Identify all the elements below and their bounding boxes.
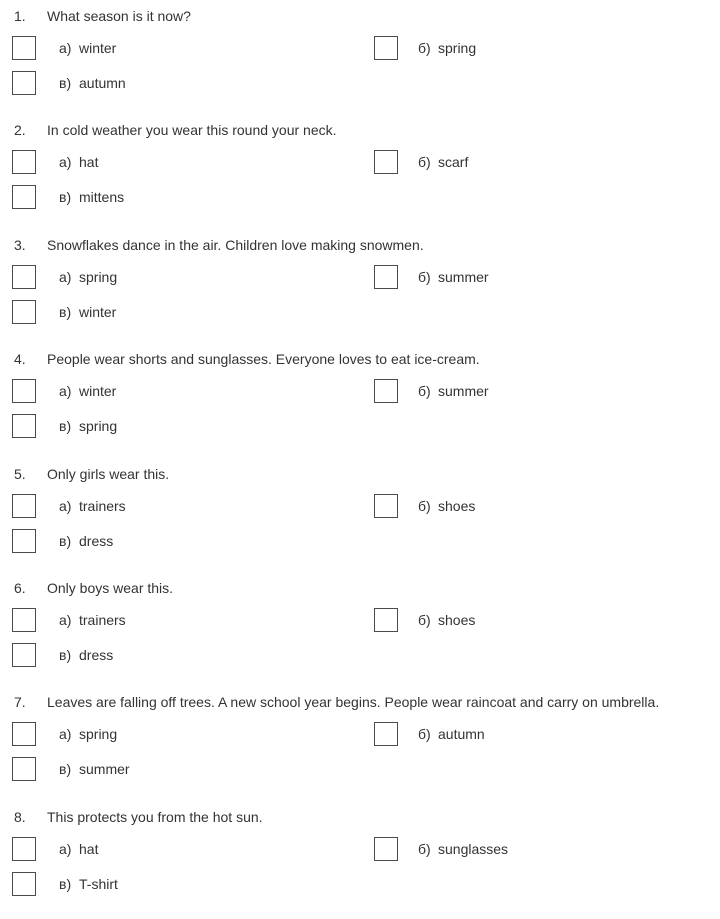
- option-checkbox[interactable]: [12, 757, 36, 781]
- question-text: Leaves are falling off trees. A new school year begins. People wear raincoat and carry on umbrella.: [47, 694, 660, 710]
- option-b[interactable]: [374, 150, 674, 176]
- option-letter: б): [418, 383, 431, 399]
- option-label: autumn: [438, 726, 485, 742]
- question-number: 3.: [14, 237, 26, 253]
- option-letter: б): [418, 498, 431, 514]
- option-a[interactable]: [12, 379, 312, 405]
- option-a[interactable]: [12, 265, 312, 291]
- option-letter: б): [418, 154, 431, 170]
- option-letter: а): [59, 40, 72, 56]
- option-label: spring: [79, 726, 118, 742]
- option-letter: а): [59, 841, 72, 857]
- question-text: People wear shorts and sunglasses. Everyone loves to eat ice-cream.: [47, 351, 480, 367]
- question-5: [0, 462, 720, 572]
- option-checkbox[interactable]: [12, 872, 36, 896]
- option-label: shoes: [438, 612, 476, 628]
- option-checkbox[interactable]: [12, 608, 36, 632]
- question-number: 7.: [14, 694, 26, 710]
- option-checkbox[interactable]: [12, 185, 36, 209]
- option-checkbox[interactable]: [12, 414, 36, 438]
- question-number: 6.: [14, 580, 26, 596]
- option-b[interactable]: [374, 722, 674, 748]
- question-number: 2.: [14, 122, 26, 138]
- question-text: This protects you from the hot sun.: [47, 809, 263, 825]
- option-a[interactable]: [12, 36, 312, 62]
- option-b[interactable]: [374, 608, 674, 634]
- option-c[interactable]: [12, 300, 312, 326]
- option-b[interactable]: [374, 837, 674, 863]
- option-letter: а): [59, 498, 72, 514]
- option-a[interactable]: [12, 150, 312, 176]
- option-c[interactable]: [12, 872, 312, 898]
- option-label: autumn: [79, 75, 126, 91]
- option-label: summer: [438, 269, 489, 285]
- option-letter: в): [59, 189, 72, 205]
- option-checkbox[interactable]: [12, 379, 36, 403]
- question-header: [0, 805, 720, 827]
- option-checkbox[interactable]: [374, 150, 398, 174]
- option-label: spring: [438, 40, 477, 56]
- option-label: scarf: [438, 154, 469, 170]
- question-1: [0, 4, 720, 114]
- option-c[interactable]: [12, 71, 312, 97]
- question-number: 5.: [14, 466, 26, 482]
- option-letter: а): [59, 383, 72, 399]
- question-header: [0, 4, 720, 26]
- option-label: T-shirt: [79, 876, 118, 892]
- option-checkbox[interactable]: [12, 36, 36, 60]
- option-checkbox[interactable]: [374, 608, 398, 632]
- option-b[interactable]: [374, 494, 674, 520]
- option-label: winter: [79, 383, 117, 399]
- option-letter: а): [59, 154, 72, 170]
- option-label: summer: [79, 761, 130, 777]
- option-letter: б): [418, 40, 431, 56]
- option-checkbox[interactable]: [12, 722, 36, 746]
- option-checkbox[interactable]: [374, 722, 398, 746]
- option-checkbox[interactable]: [12, 529, 36, 553]
- option-checkbox[interactable]: [374, 379, 398, 403]
- option-checkbox[interactable]: [12, 300, 36, 324]
- question-number: 4.: [14, 351, 26, 367]
- option-label: winter: [79, 40, 117, 56]
- question-header: [0, 118, 720, 140]
- option-letter: а): [59, 726, 72, 742]
- option-checkbox[interactable]: [374, 36, 398, 60]
- option-letter: в): [59, 876, 72, 892]
- option-label: summer: [438, 383, 489, 399]
- option-label: hat: [79, 154, 99, 170]
- option-letter: а): [59, 612, 72, 628]
- option-checkbox[interactable]: [374, 837, 398, 861]
- option-label: winter: [79, 304, 117, 320]
- question-header: [0, 576, 720, 598]
- option-b[interactable]: [374, 265, 674, 291]
- option-letter: б): [418, 841, 431, 857]
- question-7: [0, 690, 720, 800]
- option-label: dress: [79, 533, 114, 549]
- option-letter: в): [59, 647, 72, 663]
- option-letter: б): [418, 269, 431, 285]
- option-letter: в): [59, 304, 72, 320]
- option-letter: в): [59, 761, 72, 777]
- option-a[interactable]: [12, 722, 312, 748]
- option-label: hat: [79, 841, 99, 857]
- option-b[interactable]: [374, 379, 674, 405]
- question-8: [0, 805, 720, 915]
- option-label: trainers: [79, 612, 126, 628]
- question-text: In cold weather you wear this round your neck.: [47, 122, 337, 138]
- option-checkbox[interactable]: [12, 837, 36, 861]
- option-label: spring: [79, 418, 118, 434]
- question-header: [0, 690, 720, 712]
- option-c[interactable]: [12, 185, 312, 211]
- question-3: [0, 233, 720, 343]
- option-letter: в): [59, 418, 72, 434]
- option-c[interactable]: [12, 414, 312, 440]
- question-text: Snowflakes dance in the air. Children love making snowmen.: [47, 237, 424, 253]
- option-c[interactable]: [12, 529, 312, 555]
- option-checkbox[interactable]: [374, 265, 398, 289]
- question-header: [0, 347, 720, 369]
- question-text: Only boys wear this.: [47, 580, 174, 596]
- question-header: [0, 462, 720, 484]
- option-letter: в): [59, 533, 72, 549]
- option-a[interactable]: [12, 494, 312, 520]
- option-checkbox[interactable]: [12, 494, 36, 518]
- option-a[interactable]: [12, 608, 312, 634]
- question-text: Only girls wear this.: [47, 466, 170, 482]
- question-header: [0, 233, 720, 255]
- option-checkbox[interactable]: [374, 494, 398, 518]
- question-number: 1.: [14, 8, 26, 24]
- option-label: dress: [79, 647, 114, 663]
- option-checkbox[interactable]: [12, 265, 36, 289]
- option-label: trainers: [79, 498, 126, 514]
- option-letter: в): [59, 75, 72, 91]
- option-a[interactable]: [12, 837, 312, 863]
- question-4: [0, 347, 720, 457]
- option-b[interactable]: [374, 36, 674, 62]
- option-label: mittens: [79, 189, 125, 205]
- question-6: [0, 576, 720, 686]
- option-checkbox[interactable]: [12, 643, 36, 667]
- option-c[interactable]: [12, 757, 312, 783]
- question-number: 8.: [14, 809, 26, 825]
- option-checkbox[interactable]: [12, 150, 36, 174]
- option-label: shoes: [438, 498, 476, 514]
- question-text: What season is it now?: [47, 8, 191, 24]
- option-label: spring: [79, 269, 118, 285]
- option-label: sunglasses: [438, 841, 509, 857]
- question-2: [0, 118, 720, 228]
- option-letter: б): [418, 612, 431, 628]
- option-letter: б): [418, 726, 431, 742]
- option-checkbox[interactable]: [12, 71, 36, 95]
- option-c[interactable]: [12, 643, 312, 669]
- option-letter: а): [59, 269, 72, 285]
